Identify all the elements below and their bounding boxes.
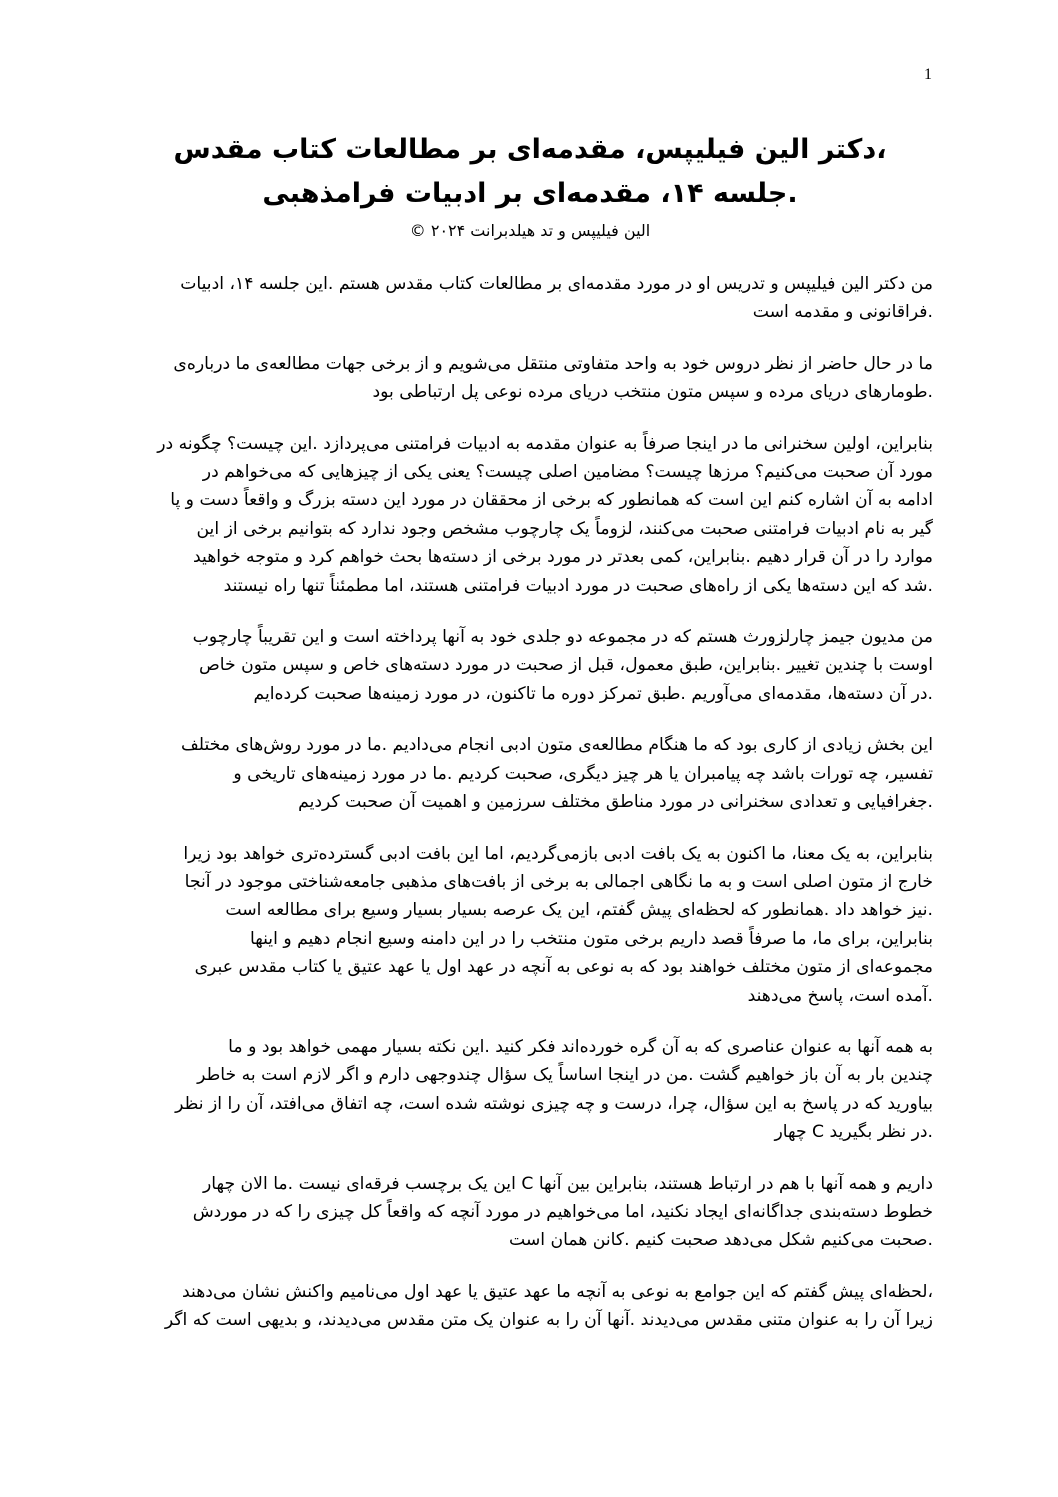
paragraph bbox=[125, 430, 933, 600]
document-title-line-1: ،دکتر الین فیلیپس، مقدمه‌ای بر مطالعات کتاب مقدس bbox=[173, 134, 887, 165]
copyright-line: الین فیلیپس و تد هیلدبرانت ۲۰۲۴ © bbox=[409, 221, 651, 240]
page-number: 1 bbox=[924, 66, 932, 83]
paragraph-line: موارد را در آن قرار دهیم .بنابراین، کمی بعدتر در مورد برخی از دسته‌ها بحث خواهم کرد و متوجه خواهید bbox=[193, 547, 933, 568]
paragraph-line: زیرا آن را به عنوان متنی مقدس می‌دیدند .آنها آن را به عنوان یک متن مقدس می‌دیدند، و بدیهی است که اگر bbox=[164, 1310, 933, 1331]
paragraph-line: تفسیر، چه تورات باشد چه پیامبران یا هر چیز دیگری، صحبت کردیم .ما در مورد زمینه‌های تاریخی و bbox=[233, 763, 933, 784]
paragraph-line: .صحبت می‌کنیم شکل می‌دهد صحبت کنیم .کانن همان است bbox=[508, 1230, 933, 1251]
paragraph bbox=[125, 731, 933, 816]
paragraph-line: .طومارهای دریای مرده و سپس متون منتخب دریای مرده نوعی پل ارتباطی بود bbox=[372, 382, 933, 403]
paragraph-line: بیاورید که در پاسخ به این سؤال، چرا، درست و چه چیزی نوشته شده است، چه اتفاق می‌افتد، آن را از نظر bbox=[175, 1093, 933, 1114]
paragraph-line: ،لحظه‌ای پیش گفتم که این جوامع به نوعی به آنچه ما عهد عتیق یا عهد اول می‌نامیم واکنش نشان می‌دهند bbox=[182, 1281, 933, 1302]
paragraph-line: بنابراین، اولین سخنرانی ما در اینجا صرفاً به عنوان مقدمه به ادبیات فرامتنی می‌پردازد .این چیست؟ چگونه در bbox=[157, 433, 933, 454]
paragraph-line: .در آن دسته‌ها، مقدمه‌ای می‌آوریم .طبق تمرکز دوره ما تاکنون، در مورد زمینه‌ها صحبت کرده‌ایم bbox=[253, 683, 933, 704]
paragraph bbox=[125, 623, 933, 708]
document-body bbox=[125, 270, 933, 1358]
paragraph-line: .شد که این دسته‌ها یکی از راه‌های صحبت در مورد ادبیات فرامتنی هستند، اما مطمئناً تنها راه نیستند bbox=[223, 575, 933, 596]
paragraph-line: بنابراین، به یک معنا، ما اکنون به یک بافت ادبی بازمی‌گردیم، اما این بافت ادبی گسترده‌تری خواهد بود زیرا bbox=[183, 843, 933, 864]
paragraph bbox=[125, 840, 933, 1010]
paragraph-line: خارج از متون اصلی است و به ما نگاهی اجمالی به برخی از بافت‌های مذهبی جامعه‌شناختی موجود در آنجا bbox=[184, 871, 933, 892]
paragraph-line: بنابراین، برای ما، ما صرفاً قصد داریم برخی متون منتخب را در این دامنه وسیع انجام دهیم و اینها bbox=[249, 928, 933, 949]
paragraph bbox=[125, 1170, 933, 1255]
paragraph-line: ادامه به آن اشاره کنم این است که همانطور که برخی از محققان در مورد این دسته بزرگ و واقعاً دست و پا bbox=[170, 490, 933, 511]
paragraph bbox=[125, 350, 933, 407]
paragraph-line: این بخش زیادی از کاری بود که ما هنگام مطالعه‌ی متون ادبی انجام می‌دادیم .ما در مورد روش‌های مختلف bbox=[181, 735, 933, 756]
paragraph bbox=[125, 1033, 933, 1147]
paragraph-line: ما در حال حاضر از نظر دروس خود به واحد متفاوتی منتقل می‌شویم و از برخی جهات مطالعه‌ی ما درباره‌ی bbox=[173, 353, 933, 374]
paragraph-line: مورد آن صحبت می‌کنیم؟ مرزها چیست؟ مضامین اصلی چیست؟ یعنی یکی از چیزهایی که می‌خواهم در bbox=[202, 462, 933, 483]
paragraph-line: داریم و همه آنها با هم در ارتباط هستند، بنابراین بین آنها C این یک برچسب فرقه‌ای نیست .ما الان چهار bbox=[202, 1173, 933, 1194]
paragraph-line: گیر به نام ادبیات فرامتنی صحبت می‌کنند، لزوماً یک چارچوب مشخص وجود ندارد که بتوانیم برخی از این bbox=[196, 518, 933, 539]
paragraph-line: به همه آنها به عنوان عناصری که به آن گره خورده‌اند فکر کنید .این نکته بسیار مهمی خواهد بود و ما bbox=[228, 1036, 933, 1057]
paragraph-line: مجموعه‌ای از متون مختلف خواهند بود که به نوعی به آنچه در عهد اول یا عهد عتیق یا کتاب مقدس عبری bbox=[194, 957, 933, 978]
paragraph-line: .فراقانونی و مقدمه است bbox=[752, 302, 933, 323]
paragraph-line: .جغرافیایی و تعدادی سخنرانی در مورد مناطق مختلف سرزمین و اهمیت آن صحبت کردیم bbox=[298, 792, 933, 813]
paragraph-line: چندین بار به آن باز خواهیم گشت .من در اینجا اساساً یک سؤال چندوجهی دارم و اگر لازم است به خاطر bbox=[197, 1065, 933, 1086]
paragraph bbox=[125, 270, 933, 327]
document-title-line-2: .جلسه ۱۴، مقدمه‌ای بر ادبیات فرامذهبی bbox=[262, 178, 798, 209]
paragraph-line: .در نظر بگیرید C چهار bbox=[774, 1122, 933, 1143]
paragraph-line: من دکتر الین فیلیپس و تدریس او در مورد مقدمه‌ای بر مطالعات کتاب مقدس هستم .این جلسه ۱۴، ادبیات bbox=[180, 274, 933, 294]
paragraph-line: اوست با چندین تغییر .بنابراین، طبق معمول، قبل از صحبت در مورد دسته‌های خاص و سپس متون خاص bbox=[199, 655, 933, 676]
document-title-block bbox=[130, 128, 930, 244]
paragraph-line: .آمده است، پاسخ می‌دهند bbox=[747, 985, 933, 1006]
paragraph bbox=[125, 1278, 933, 1335]
paragraph-line: من مدیون جیمز چارلزورث هستم که در مجموعه دو جلدی خود به آنها پرداخته است و این تقریباً چارچوب bbox=[192, 627, 933, 648]
paragraph-line: خطوط دسته‌بندی جداگانه‌ای ایجاد نکنید، اما می‌خواهیم در مورد آنچه که واقعاً کل چیزی را که در موردش bbox=[192, 1201, 933, 1222]
paragraph-line: .نیز خواهد داد .همانطور که لحظه‌ای پیش گفتم، این یک عرصه بسیار بسیار وسیع برای مطالعه است bbox=[225, 900, 933, 921]
